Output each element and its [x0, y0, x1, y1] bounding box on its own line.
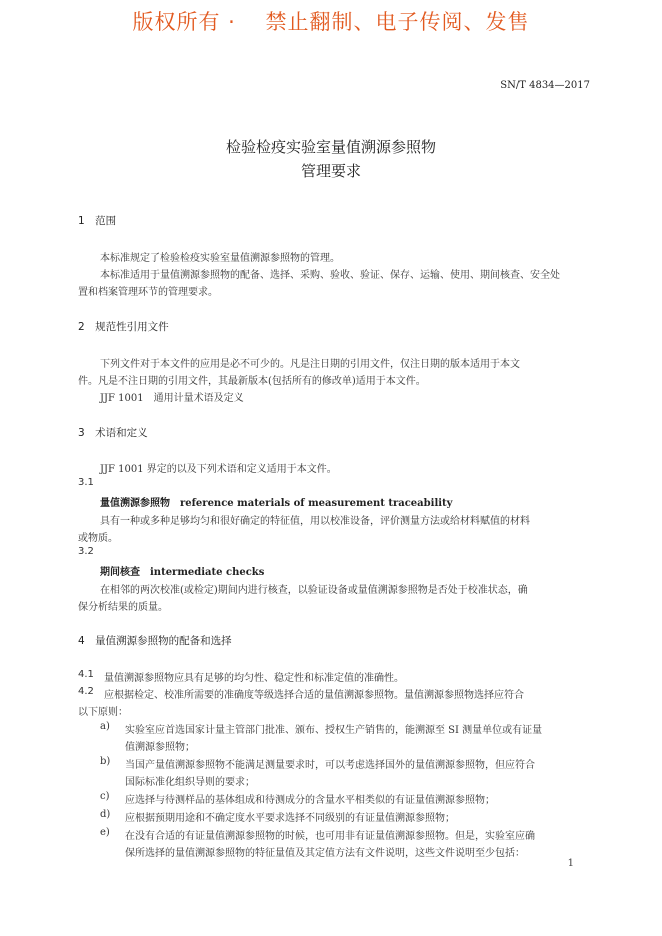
normative-reference: JJF 1001 通用计量术语及定义 — [100, 393, 244, 404]
term-1-definition-line-1: 具有一种或多种足够均匀和很好确定的特征值，用以校准设备，评价测量方法或给材料赋值的材料 — [100, 516, 530, 527]
section-1-heading: 1 范围 — [78, 215, 117, 227]
term-2-definition-line-1: 在相邻的两次校准(或检定)期间内进行核查，以验证设备或量值溯源参照物是否处于校准状态，确 — [100, 585, 528, 596]
section-2-paragraph-line-2: 件。凡是不注日期的引用文件，其最新版本(包括所有的修改单)适用于本文件。 — [78, 376, 426, 387]
document-title: 检验检疫实验室量值溯源参照物 — [225, 138, 436, 156]
clause-4-1-number: 4.1 — [78, 669, 94, 680]
document-number: SN/T 4834—2017 — [500, 80, 590, 91]
term-1-english: reference materials of measurement traceability — [180, 498, 453, 509]
term-1-definition-line-2: 或物质。 — [78, 533, 118, 544]
clause-4-2-text-line-2: 以下原则： — [78, 707, 128, 718]
clause-4-1-text: 量值溯源参照物应具有足够的均匀性、稳定性和标准定值的准确性。 — [104, 673, 404, 684]
list-item-b-line-1: 当国产量值溯源参照物不能满足测量要求时，可以考虑选择国外的量值溯源参照物，但应符合 — [125, 760, 535, 771]
list-item-a-label: a) — [100, 721, 110, 732]
document-subtitle: 管理要求 — [300, 162, 361, 180]
term-1-chinese: 量值溯源参照物 — [100, 498, 170, 509]
list-item-e-label: e) — [100, 827, 110, 838]
list-item-b-line-2: 国际标准化组织导则的要求； — [125, 777, 255, 788]
term-2-definition-line-2: 保分析结果的质量。 — [78, 602, 168, 613]
term-1-number: 3.1 — [78, 477, 94, 488]
term-2-number: 3.2 — [78, 546, 94, 557]
section-3-heading: 3 术语和定义 — [78, 427, 148, 439]
list-item-e-line-1: 在没有合适的有证量值溯源参照物的时候，也可用非有证量值溯源参照物。但是，实验室应确 — [125, 831, 535, 842]
watermark-banner: 版权所有 · 禁止翻制、电子传阅、发售 — [132, 10, 530, 34]
term-2-english: intermediate checks — [150, 567, 265, 578]
list-item-d-line-1: 应根据预期用途和不确定度水平要求选择不同级别的有证量值溯源参照物； — [125, 813, 455, 824]
list-item-a-line-2: 值溯源参照物； — [125, 742, 195, 753]
page-number: 1 — [567, 858, 574, 869]
term-1-heading — [100, 494, 452, 509]
list-item-c-line-1: 应选择与待测样品的基体组成和待测成分的含量水平相类似的有证量值溯源参照物； — [125, 795, 495, 806]
section-1-paragraph-1: 本标准规定了检验检疫实验室量值溯源参照物的管理。 — [100, 253, 340, 264]
term-2-heading — [100, 563, 264, 578]
list-item-b-label: b) — [100, 756, 111, 767]
section-1-paragraph-2-line-2: 置和档案管理环节的管理要求。 — [78, 287, 218, 298]
section-3-intro: JJF 1001 界定的以及下列术语和定义适用于本文件。 — [100, 464, 337, 475]
list-item-c-label: c) — [100, 791, 110, 802]
section-2-paragraph-line-1: 下列文件对于本文件的应用是必不可少的。凡是注日期的引用文件，仅注日期的版本适用于本文 — [100, 359, 520, 370]
list-item-d-label: d) — [100, 809, 111, 820]
list-item-a-line-1: 实验室应首选国家计量主管部门批准、颁布、授权生产销售的，能溯源至 SI 测量单位或有证量 — [125, 725, 543, 736]
clause-4-2-number: 4.2 — [78, 686, 94, 697]
list-item-e-line-2: 保所选择的量值溯源参照物的特征量值及其定值方法有文件说明，这些文件说明至少包括： — [125, 848, 525, 859]
clause-4-2-text-line-1: 应根据检定、校准所需要的准确度等级选择合适的量值溯源参照物。量值溯源参照物选择应符合 — [104, 690, 524, 701]
section-4-heading: 4 量值溯源参照物的配备和选择 — [78, 635, 232, 647]
section-2-heading: 2 规范性引用文件 — [78, 321, 169, 333]
section-1-paragraph-2-line-1: 本标准适用于量值溯源参照物的配备、选择、采购、验收、验证、保存、运输、使用、期间核查、安全处 — [100, 270, 560, 281]
term-2-chinese: 期间核查 — [100, 567, 140, 578]
